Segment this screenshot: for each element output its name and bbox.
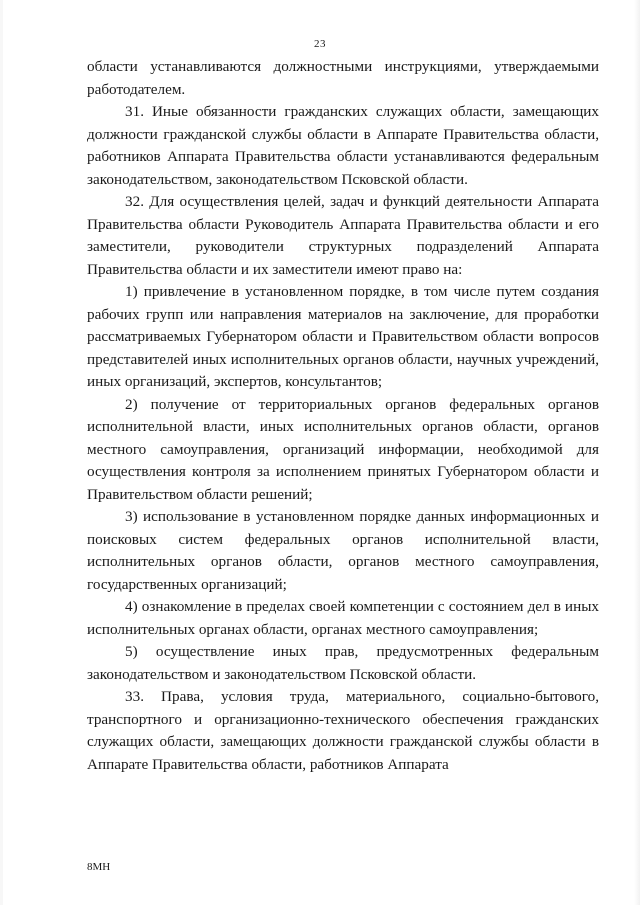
list-item-1: 1) привлечение в установленном порядке, в том числе путем создания рабочих групп или направления материалов на заключение, для проработки рассматриваемых Губернатором области и Правительством области вопросов представителей иных исполнительных органов области, научных учреждений, иных организаций, экспертов, консультантов; <box>87 283 599 390</box>
list-item-2: 2) получение от территориальных органов федеральных органов исполнительной власти, иных исполнительных органов области, органов местного самоуправления, организаций информации, необходимой для осуществления контроля за исполнением принятых Губернатором области и Правительством области решений; <box>87 395 599 503</box>
document-body <box>87 56 599 776</box>
footer-code: 8МН <box>87 861 111 873</box>
paragraph-continuation: области устанавливаются должностными инструкциями, утверждаемыми работодателем. <box>87 58 599 98</box>
paragraph-33: 33. Права, условия труда, материального, социально-бытового, транспортного и организационно-технического обеспечения гражданских служащих области, замещающих должности гражданской службы области в Аппарате Правительства области, работников Аппарата <box>87 688 599 773</box>
paragraph-31: 31. Иные обязанности гражданских служащих области, замещающих должности гражданской службы области в Аппарате Правительства области, работников Аппарата Правительства области устанавливаются федеральным законодательством, законодательством Псковской области. <box>87 103 599 188</box>
page-number: 23 <box>314 38 326 50</box>
paragraph-32: 32. Для осуществления целей, задач и функций деятельности Аппарата Правительства области Руководитель Аппарата Правительства области и его заместители, руководители структурных подразделений Аппарата Правительства области и их заместители имеют право на: <box>87 193 599 278</box>
scan-edge-right <box>634 0 640 905</box>
scan-edge-left <box>0 0 3 905</box>
list-item-3: 3) использование в установленном порядке данных информационных и поисковых систем федеральных органов исполнительной власти, исполнительных органов области, органов местного самоуправления, государственных организаций; <box>87 508 599 593</box>
list-item-5: 5) осуществление иных прав, предусмотренных федеральным законодательством и законодательством Псковской области. <box>87 643 599 683</box>
list-item-4: 4) ознакомление в пределах своей компетенции с состоянием дел в иных исполнительных органах области, органах местного самоуправления; <box>87 598 599 638</box>
